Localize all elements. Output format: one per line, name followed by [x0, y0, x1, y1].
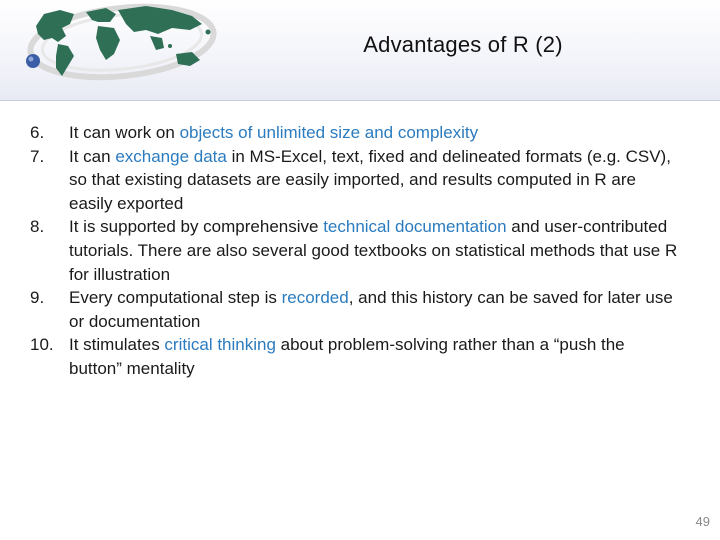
highlighted-phrase: objects of unlimited size and complexity [179, 123, 479, 142]
list-item-number: 10. [30, 335, 54, 355]
text-run: about problem-solving rather than a “push the button” mentality [69, 335, 625, 378]
highlighted-phrase: recorded [281, 288, 349, 308]
text-run: It can [69, 146, 116, 166]
list-item-text [69, 215, 680, 286]
list-item-number: 6. [30, 123, 45, 142]
list-item-text [69, 333, 680, 380]
numbered-list [30, 121, 680, 381]
text-run: It can work on [69, 123, 180, 142]
list-item-text [69, 145, 680, 216]
text-run: and user-contributed tutorials. There are also several good textbooks on statistical methods that use R for illustration [69, 217, 678, 284]
slide-header [0, 0, 720, 100]
list-item-text [69, 121, 680, 145]
list-item [30, 121, 680, 145]
page-number: 49 [695, 514, 710, 529]
header-divider [0, 100, 720, 101]
list-item [30, 286, 680, 333]
slide-title: Advantages of R (2) [363, 32, 563, 57]
list-item-text [69, 286, 680, 333]
highlighted-phrase: exchange data [115, 146, 227, 166]
text-run: in MS-Excel, text, fixed and delineated formats (e.g. CSV), so that existing datasets are easily imported, and results computed in R are easily exported [69, 146, 671, 213]
highlighted-phrase: technical documentation [323, 217, 507, 237]
list-item-number: 7. [30, 146, 45, 166]
list-item-number: 8. [30, 217, 45, 237]
text-run: It stimulates [69, 335, 165, 355]
list-item [30, 145, 680, 216]
text-run: It is supported by comprehensive [69, 217, 324, 237]
text-run: , and this history can be saved for later use or documentation [69, 288, 673, 331]
list-item [30, 215, 680, 286]
highlighted-phrase: critical thinking [164, 335, 276, 355]
world-map-globe-icon [22, 2, 222, 82]
list-item-number: 9. [30, 288, 45, 308]
text-run: Every computational step is [69, 288, 282, 308]
list-item [30, 333, 680, 380]
